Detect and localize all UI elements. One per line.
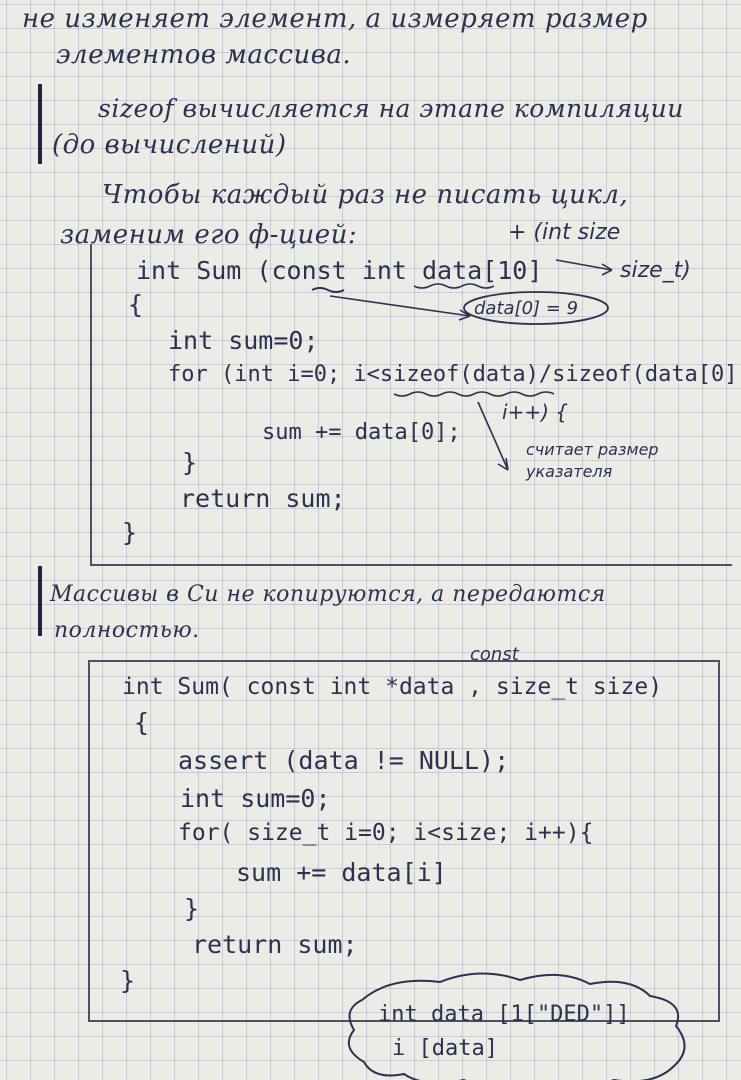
annotation-i-plus-plus: i++) { [502,400,568,424]
code2-line-4: sum += data[i] [236,858,447,887]
annotation-const: const [470,644,519,665]
code2-line-6: return sum; [192,930,358,959]
annotation-int-size: + (int size [508,220,621,245]
code1-signature: int Sum (const int data[10] [136,256,543,285]
cloud-line-1: int data [1["DED"]] [378,1002,630,1027]
annotation-counts-size-2: указателя [526,462,613,481]
code2-line-3: for( size_t i=0; i<size; i++){ [178,820,594,846]
code1-line-4: } [182,448,198,477]
note-line-5: Чтобы каждый раз не писать цикл, [102,180,629,210]
annotation-data-eq-9: data[0] = 9 [474,298,579,319]
note-line-6: заменим его ф-цией: [60,220,358,250]
code2-line-1: assert (data != NULL); [178,746,510,775]
note-line-2: элементов массива. [56,40,352,70]
code1-line-5: return sum; [180,484,346,513]
note-line-7: Массивы в Си не копируются, а передаются [50,582,606,607]
note-line-4: (до вычислений) [52,130,287,160]
code1-line-2: for (int i=0; i<sizeof(data)/sizeof(data[0] [168,362,738,387]
annotation-counts-size-1: считает размер [526,440,659,459]
code1-open-brace: { [128,290,144,319]
code1-close-brace: } [122,518,138,547]
code2-open-brace: { [134,708,150,737]
code1-line-1: int sum=0; [168,326,319,355]
code1-line-3: sum += data[0]; [262,420,461,445]
code2-close-brace: } [120,966,136,995]
annotation-size-t: size_t) [620,258,691,283]
code2-line-5: } [184,894,200,923]
cloud-line-2: i [data] [392,1036,498,1061]
code2-line-2: int sum=0; [180,784,331,813]
note-line-1: не изменяет элемент, а измеряет размер [22,4,648,34]
note-line-8: полностью. [54,618,200,643]
code2-signature: int Sum( const int *data , size_t size) [122,674,663,700]
note-line-3: sizeof вычисляется на этапе компиляции [98,94,684,123]
